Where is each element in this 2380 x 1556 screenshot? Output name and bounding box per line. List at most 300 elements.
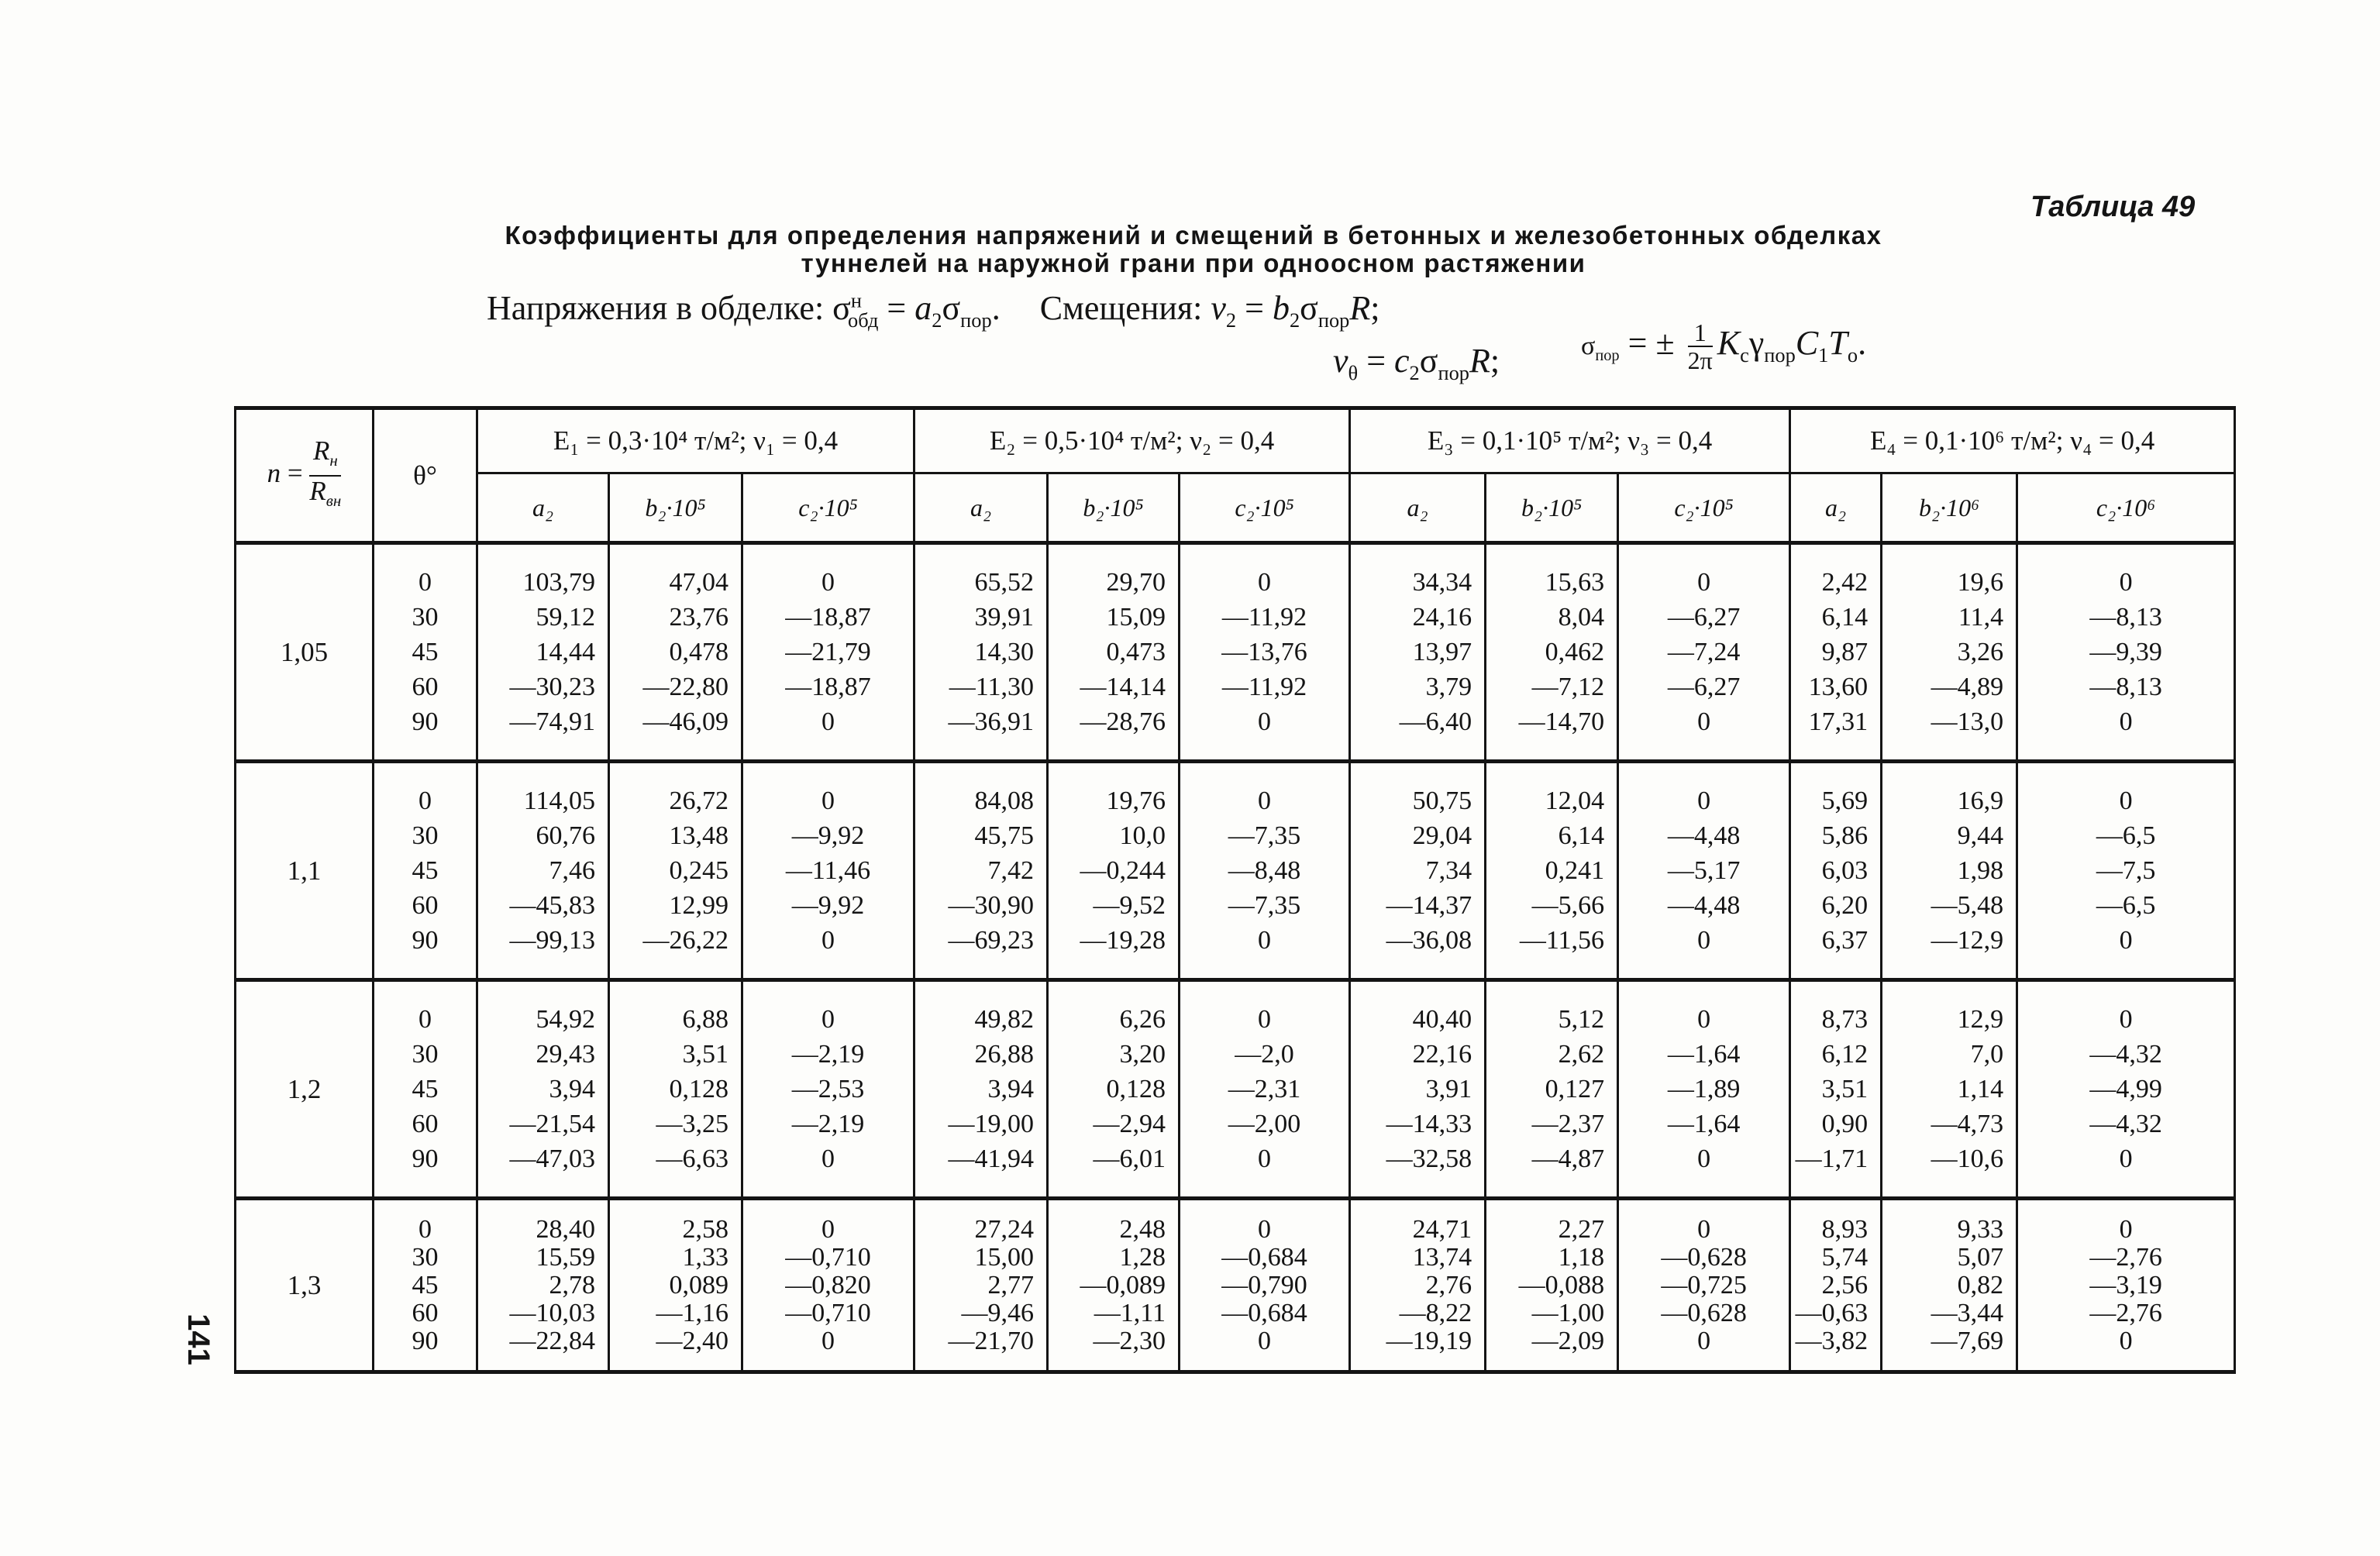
- table-cell: 0: [1258, 1145, 1272, 1173]
- table-cell: 9,87: [1821, 638, 1869, 666]
- table-cell: 13,48: [669, 821, 728, 850]
- table-title: [434, 222, 1953, 277]
- table-cell: —7,12: [1531, 673, 1605, 701]
- table-row: [236, 1199, 2235, 1372]
- value-column: [1486, 543, 1618, 762]
- table-cell: —2,30: [1093, 1326, 1166, 1355]
- table-cell: 39,91: [974, 603, 1035, 632]
- table-cell: 3,79: [1425, 673, 1472, 701]
- table-cell: 2,27: [1558, 1214, 1605, 1244]
- value-column: [477, 980, 609, 1199]
- table-cell: —11,46: [785, 856, 871, 885]
- table-cell: —13,76: [1221, 638, 1307, 666]
- n-value: 1,2: [236, 980, 374, 1199]
- table-cell: 29,43: [536, 1040, 595, 1069]
- theta-cell: 60: [412, 673, 439, 701]
- table-cell: 0: [1697, 1214, 1711, 1244]
- table-cell: —0,820: [785, 1270, 871, 1300]
- table-cell: 0: [2119, 1326, 2133, 1355]
- header-a2: a₂: [1350, 473, 1486, 543]
- table-cell: —22,80: [642, 673, 728, 701]
- table-cell: —4,89: [1931, 673, 2004, 701]
- table-cell: 2,42: [1821, 568, 1869, 597]
- value-column: [1180, 762, 1350, 980]
- value-column: [1882, 543, 2017, 762]
- header-c2: c₂·10⁵: [1180, 473, 1350, 543]
- table-cell: —46,09: [642, 707, 728, 736]
- table-cell: —10,6: [1931, 1145, 2004, 1173]
- table-cell: 3,51: [682, 1040, 728, 1069]
- table-cell: —14,14: [1080, 673, 1166, 701]
- table-cell: 8,93: [1821, 1214, 1869, 1244]
- value-column: [1180, 980, 1350, 1199]
- table-cell: —2,94: [1093, 1110, 1166, 1138]
- table-cell: 10,0: [1119, 821, 1166, 850]
- table-cell: —7,69: [1931, 1326, 2004, 1355]
- table-cell: 0: [821, 926, 835, 955]
- table-cell: 84,08: [974, 787, 1035, 815]
- table-cell: 0: [2119, 926, 2133, 955]
- header-a2: a₂: [914, 473, 1048, 543]
- table-cell: —0,088: [1518, 1270, 1605, 1300]
- value-column: [2017, 1199, 2235, 1372]
- table-cell: 1,14: [1957, 1075, 2004, 1103]
- value-column: [1048, 762, 1180, 980]
- table-cell: —7,35: [1228, 821, 1301, 850]
- table-cell: 3,51: [1821, 1075, 1869, 1103]
- table-cell: —2,53: [791, 1075, 865, 1103]
- table-cell: 0: [821, 787, 835, 815]
- value-column: [1618, 1199, 1790, 1372]
- n-value: 1,05: [236, 543, 374, 762]
- value-column: [1882, 980, 2017, 1199]
- theta-cell: 45: [412, 1075, 439, 1103]
- theta-cell: 90: [412, 1145, 439, 1173]
- table-cell: —7,24: [1667, 638, 1741, 666]
- value-column: [1180, 1199, 1350, 1372]
- table-cell: —2,31: [1228, 1075, 1301, 1103]
- table-cell: 3,20: [1119, 1040, 1166, 1069]
- value-column: [1618, 543, 1790, 762]
- table-cell: 2,56: [1821, 1270, 1869, 1300]
- table-cell: —74,91: [509, 707, 595, 736]
- value-column: [914, 980, 1048, 1199]
- table-cell: 3,26: [1957, 638, 2004, 666]
- table-cell: —0,244: [1080, 856, 1166, 885]
- table-cell: 13,74: [1412, 1242, 1472, 1272]
- table-cell: —0,63: [1795, 1298, 1869, 1327]
- table-cell: —36,08: [1386, 926, 1472, 955]
- displacement-formula-theta: $v_\theta = c_2\sigma_{пор}R$;: [1333, 342, 1500, 384]
- table-cell: 16,9: [1957, 787, 2004, 815]
- table-cell: 0: [2119, 1145, 2133, 1173]
- table-cell: —1,64: [1667, 1040, 1741, 1069]
- table-cell: 0: [821, 568, 835, 597]
- value-column: [1790, 980, 1882, 1199]
- table-cell: —2,76: [2089, 1298, 2162, 1327]
- n-value: 1,3: [236, 1199, 374, 1372]
- table-cell: —8,13: [2089, 673, 2162, 701]
- table-cell: 28,40: [536, 1214, 595, 1244]
- table-cell: 13,60: [1808, 673, 1869, 701]
- table-cell: 0: [821, 1005, 835, 1034]
- table-cell: 1,33: [682, 1242, 728, 1272]
- table-cell: —0,628: [1661, 1242, 1747, 1272]
- table-cell: —45,83: [509, 891, 595, 920]
- table-cell: 2,77: [987, 1270, 1035, 1300]
- theta-cell: 30: [412, 603, 439, 632]
- value-column: [2017, 762, 2235, 980]
- table-cell: —19,19: [1386, 1326, 1472, 1355]
- table-cell: 13,97: [1412, 638, 1472, 666]
- table-cell: 8,73: [1821, 1005, 1869, 1034]
- value-column: [742, 762, 914, 980]
- theta-cell: 90: [412, 926, 439, 955]
- table-cell: 0: [821, 707, 835, 736]
- header-b2: b₂·10⁶: [1882, 473, 2017, 543]
- table-cell: 24,71: [1412, 1214, 1472, 1244]
- value-column: [1618, 762, 1790, 980]
- table-cell: —6,27: [1667, 603, 1741, 632]
- table-cell: 9,33: [1957, 1214, 2004, 1244]
- table-cell: —6,63: [656, 1145, 728, 1173]
- table-cell: 0: [1258, 926, 1272, 955]
- value-column: [1486, 762, 1618, 980]
- value-column: [2017, 543, 2235, 762]
- table-cell: —12,9: [1931, 926, 2004, 955]
- table-cell: —0,710: [785, 1298, 871, 1327]
- header-theta: θ°: [374, 408, 477, 543]
- table-cell: 0: [2119, 707, 2133, 736]
- table-cell: —2,00: [1228, 1110, 1301, 1138]
- title-line-1: Коэффициенты для определения напряжений и смещений в бетонных и железобетонных обделках: [505, 221, 1882, 250]
- table-cell: —9,52: [1093, 891, 1166, 920]
- table-cell: —14,33: [1386, 1110, 1472, 1138]
- table-cell: 22,16: [1412, 1040, 1472, 1069]
- table-cell: 0: [1697, 1326, 1711, 1355]
- table-cell: 0,82: [1957, 1270, 2004, 1300]
- table-cell: —6,27: [1667, 673, 1741, 701]
- table-cell: —69,23: [948, 926, 1035, 955]
- table-cell: 29,70: [1106, 568, 1166, 597]
- table-cell: 15,00: [974, 1242, 1035, 1272]
- table-cell: —4,73: [1931, 1110, 2004, 1138]
- table-cell: 15,63: [1545, 568, 1605, 597]
- table-cell: —10,03: [509, 1298, 595, 1327]
- table-cell: 0,478: [669, 638, 728, 666]
- table-cell: —2,76: [2089, 1242, 2162, 1272]
- table-row: [236, 543, 2235, 762]
- table-cell: —19,00: [948, 1110, 1035, 1138]
- header-a2: a₂: [1790, 473, 1882, 543]
- header-group-e1: E₁ = 0,3·10⁴ т/м²; ν₁ = 0,4: [477, 408, 914, 473]
- value-column: [1790, 762, 1882, 980]
- header-group-e2: E₂ = 0,5·10⁴ т/м²; ν₂ = 0,4: [914, 408, 1350, 473]
- table-cell: 7,46: [549, 856, 595, 885]
- theta-cell: 0: [418, 787, 432, 815]
- threshold-stress-formula: $\sigma_{пор}$ = ± $\frac{1}{2\pi}$ $K_c\gamma_{пор}C_1T_о$.: [1581, 318, 1867, 374]
- table-cell: 15,59: [536, 1242, 595, 1272]
- table-cell: 49,82: [974, 1005, 1035, 1034]
- table-cell: 5,12: [1558, 1005, 1605, 1034]
- value-column: [1180, 543, 1350, 762]
- table-cell: 5,69: [1821, 787, 1869, 815]
- table-cell: —30,23: [509, 673, 595, 701]
- table-cell: —4,99: [2089, 1075, 2162, 1103]
- table-cell: —14,37: [1386, 891, 1472, 920]
- theta-cell: 30: [412, 1242, 439, 1272]
- table-cell: —21,70: [948, 1326, 1035, 1355]
- table-cell: 0: [1258, 787, 1272, 815]
- table-cell: 103,79: [522, 568, 595, 597]
- table-cell: 0: [2119, 787, 2133, 815]
- table-cell: —4,32: [2089, 1040, 2162, 1069]
- data-block-n-3: [236, 1199, 2235, 1372]
- table-cell: 0: [1258, 707, 1272, 736]
- data-block-n-2: [236, 980, 2235, 1199]
- table-cell: —9,46: [961, 1298, 1035, 1327]
- data-block-n-0: [236, 543, 2235, 762]
- header-b2: b₂·10⁵: [1048, 473, 1180, 543]
- table-label: Таблица 49: [2030, 191, 2196, 223]
- table-cell: 7,34: [1425, 856, 1472, 885]
- value-column: [477, 543, 609, 762]
- table-cell: 65,52: [974, 568, 1035, 597]
- table-cell: —13,0: [1931, 707, 2004, 736]
- table-cell: 0: [2119, 1214, 2133, 1244]
- table-cell: —0,710: [785, 1242, 871, 1272]
- table-cell: 0,462: [1545, 638, 1605, 666]
- table-cell: 0: [1258, 568, 1272, 597]
- table-cell: 0: [1258, 1005, 1272, 1034]
- table-cell: —1,00: [1531, 1298, 1605, 1327]
- table-cell: —41,94: [948, 1145, 1035, 1173]
- theta-cell: 45: [412, 856, 439, 885]
- table-cell: 12,04: [1545, 787, 1605, 815]
- table-cell: —0,628: [1661, 1298, 1747, 1327]
- header-c2: c₂·10⁶: [2017, 473, 2235, 543]
- theta-cell: 30: [412, 1040, 439, 1069]
- header-n: n = $\frac{R_н}{R_{вн}}$: [236, 408, 374, 543]
- theta-cell: 0: [418, 1214, 432, 1244]
- value-column: [1350, 980, 1486, 1199]
- value-column: [914, 762, 1048, 980]
- table-cell: —14,70: [1518, 707, 1605, 736]
- table-cell: 0: [1258, 1214, 1272, 1244]
- table-cell: —3,25: [656, 1110, 728, 1138]
- value-column: [1882, 1199, 2017, 1372]
- table-cell: —2,19: [791, 1110, 865, 1138]
- table-cell: 50,75: [1412, 787, 1472, 815]
- table-cell: 34,34: [1412, 568, 1472, 597]
- table-cell: 12,99: [669, 891, 728, 920]
- table-cell: —5,48: [1931, 891, 2004, 920]
- table-cell: —6,01: [1093, 1145, 1166, 1173]
- data-block-n-1: [236, 762, 2235, 980]
- value-column: [609, 980, 742, 1199]
- table-cell: 2,58: [682, 1214, 728, 1244]
- table-cell: 0,128: [1106, 1075, 1166, 1103]
- table-cell: 6,14: [1558, 821, 1605, 850]
- table-cell: —1,11: [1094, 1298, 1166, 1327]
- header-c2: c₂·10⁵: [742, 473, 914, 543]
- header-row-subcolumns: [236, 473, 2235, 543]
- table-cell: 0: [1258, 1326, 1272, 1355]
- table-cell: 0: [1697, 568, 1711, 597]
- table-cell: —6,5: [2096, 821, 2156, 850]
- table-cell: —2,19: [791, 1040, 865, 1069]
- value-column: [1486, 1199, 1618, 1372]
- value-column: [1350, 543, 1486, 762]
- table-cell: 19,6: [1957, 568, 2004, 597]
- table-cell: 11,4: [1958, 603, 2004, 632]
- table-row: [236, 980, 2235, 1199]
- value-column: [914, 543, 1048, 762]
- table-cell: 0: [1697, 926, 1711, 955]
- table-cell: —0,725: [1661, 1270, 1747, 1300]
- table-cell: —26,22: [642, 926, 728, 955]
- table-cell: —11,92: [1221, 673, 1307, 701]
- table-cell: —11,92: [1221, 603, 1307, 632]
- table-cell: 0,473: [1106, 638, 1166, 666]
- table-cell: 0: [2119, 1005, 2133, 1034]
- value-column: [1486, 980, 1618, 1199]
- table-cell: 2,48: [1119, 1214, 1166, 1244]
- table-cell: 1,98: [1957, 856, 2004, 885]
- table-cell: 3,94: [549, 1075, 595, 1103]
- table-cell: 3,91: [1425, 1075, 1472, 1103]
- table-cell: 5,74: [1821, 1242, 1869, 1272]
- table-cell: 15,09: [1106, 603, 1166, 632]
- table-cell: 12,9: [1957, 1005, 2004, 1034]
- table-cell: —1,64: [1667, 1110, 1741, 1138]
- table-cell: —30,90: [948, 891, 1035, 920]
- table-cell: 0: [2119, 568, 2133, 597]
- theta-cell: 90: [412, 1326, 439, 1355]
- table-cell: —1,89: [1667, 1075, 1741, 1103]
- value-column: [1618, 980, 1790, 1199]
- table-cell: 47,04: [669, 568, 728, 597]
- table-cell: 6,88: [682, 1005, 728, 1034]
- table-cell: —99,13: [509, 926, 595, 955]
- value-column: [609, 543, 742, 762]
- theta-cell: 0: [418, 568, 432, 597]
- table-cell: —11,56: [1519, 926, 1605, 955]
- value-column: [477, 1199, 609, 1372]
- stress-label: Напряжения в обделке:: [487, 289, 825, 327]
- table-cell: —9,92: [791, 821, 865, 850]
- table-cell: 54,92: [536, 1005, 595, 1034]
- table-cell: 6,20: [1821, 891, 1869, 920]
- table-cell: 19,76: [1106, 787, 1166, 815]
- theta-cell: 60: [412, 1298, 439, 1327]
- table-cell: 6,03: [1821, 856, 1869, 885]
- table-cell: —5,66: [1531, 891, 1605, 920]
- table-cell: —1,16: [656, 1298, 728, 1327]
- table-cell: 114,05: [523, 787, 595, 815]
- table-cell: 7,42: [987, 856, 1035, 885]
- table-cell: —7,35: [1228, 891, 1301, 920]
- table-cell: 0: [1697, 1145, 1711, 1173]
- value-column: [742, 543, 914, 762]
- table-cell: —4,48: [1667, 821, 1741, 850]
- table-cell: 1,18: [1558, 1242, 1605, 1272]
- table-cell: —32,58: [1386, 1145, 1472, 1173]
- table-cell: 59,12: [536, 603, 595, 632]
- header-b2: b₂·10⁵: [609, 473, 742, 543]
- table-cell: 45,75: [974, 821, 1035, 850]
- table-cell: 0: [1697, 1005, 1711, 1034]
- table-cell: —0,684: [1221, 1242, 1307, 1272]
- title-line-2: туннелей на наружной грани при одноосном растяжении: [801, 249, 1586, 277]
- table-cell: —5,17: [1667, 856, 1741, 885]
- value-column: [1350, 762, 1486, 980]
- table-cell: —6,5: [2096, 891, 2156, 920]
- table-cell: 0,127: [1545, 1075, 1605, 1103]
- table-cell: 60,76: [536, 821, 595, 850]
- table-cell: 0,241: [1545, 856, 1605, 885]
- value-column: [1882, 762, 2017, 980]
- table-cell: —22,84: [509, 1326, 595, 1355]
- table-cell: —28,76: [1080, 707, 1166, 736]
- stress-formula: Напряжения в обделке: $\sigma^н_{обд} = a_2\sigma_{пор}$. Смещения: $v_2 = b_2\sigma_{пор}R$;: [487, 288, 1380, 332]
- table-cell: —4,87: [1531, 1145, 1605, 1173]
- table-cell: 0,245: [669, 856, 728, 885]
- table-cell: 0,90: [1821, 1110, 1869, 1138]
- table-cell: 2,76: [1425, 1270, 1472, 1300]
- table-cell: 0,128: [669, 1075, 728, 1103]
- table-cell: 5,07: [1957, 1242, 2004, 1272]
- table-cell: —4,48: [1667, 891, 1741, 920]
- coefficients-table: [234, 406, 2236, 1374]
- table-cell: 17,31: [1808, 707, 1869, 736]
- value-column: [477, 762, 609, 980]
- table-cell: 9,44: [1957, 821, 2004, 850]
- table-cell: 26,88: [974, 1040, 1035, 1069]
- table-cell: —0,684: [1221, 1298, 1307, 1327]
- table-cell: —7,5: [2096, 856, 2156, 885]
- table-cell: 27,24: [974, 1214, 1035, 1244]
- value-column: [1048, 1199, 1180, 1372]
- header-row-groups: [236, 408, 2235, 473]
- table-cell: —2,37: [1531, 1110, 1605, 1138]
- table-cell: 8,04: [1558, 603, 1605, 632]
- page-number: 141: [181, 1313, 215, 1365]
- value-column: [2017, 980, 2235, 1199]
- theta-values: [374, 543, 477, 762]
- table-cell: —47,03: [509, 1145, 595, 1173]
- table-cell: —3,82: [1795, 1326, 1869, 1355]
- table-row: [236, 762, 2235, 980]
- table-cell: 23,76: [669, 603, 728, 632]
- value-column: [1048, 980, 1180, 1199]
- header-group-e4: E₄ = 0,1·10⁶ т/м²; ν₄ = 0,4: [1790, 408, 2235, 473]
- table-cell: 24,16: [1412, 603, 1472, 632]
- header-group-e3: E₃ = 0,1·10⁵ т/м²; ν₃ = 0,4: [1350, 408, 1790, 473]
- table-cell: 5,86: [1821, 821, 1869, 850]
- header-c2: c₂·10⁵: [1618, 473, 1790, 543]
- table-cell: 0: [821, 1214, 835, 1244]
- table-cell: 6,37: [1821, 926, 1869, 955]
- table-cell: 1,28: [1119, 1242, 1166, 1272]
- n-value: 1,1: [236, 762, 374, 980]
- value-column: [1790, 1199, 1882, 1372]
- table-cell: —9,39: [2089, 638, 2162, 666]
- value-column: [1790, 543, 1882, 762]
- table-cell: 2,62: [1558, 1040, 1605, 1069]
- table-cell: —8,48: [1228, 856, 1301, 885]
- table-cell: —19,28: [1080, 926, 1166, 955]
